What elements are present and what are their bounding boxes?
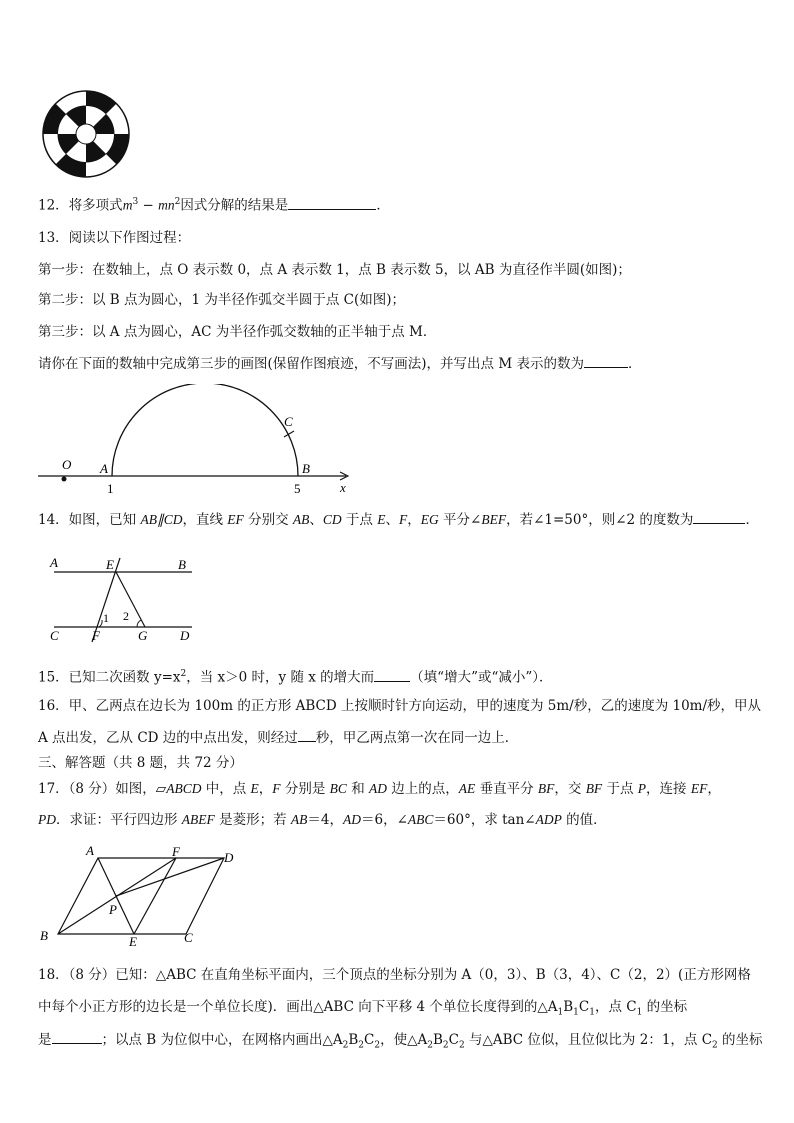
q18-s2: 1 [573, 1007, 579, 1018]
q15-answer-blank[interactable] [374, 668, 410, 682]
q17-t5: 边上的点， [387, 781, 459, 797]
q18-s9: 2 [442, 1040, 449, 1051]
q15-text-post: ，当 x＞0 时，y 随 x 的增大而 [186, 669, 375, 686]
q13-answer-blank[interactable] [584, 354, 628, 368]
q14-ab-cd: AB∥CD [140, 512, 183, 527]
q14-text-mid2: 分别交 [243, 512, 293, 528]
q18-s8: 2 [427, 1040, 433, 1051]
q14-text-mid: ，直线 [182, 512, 228, 528]
tick-label-1: 1 [107, 481, 114, 496]
q13-ask-text: 请你在下面的数轴中完成第三步的画图(保留作图痕迹，不写画法)，并写出点 M 表示的数为 [38, 356, 584, 372]
semicircle-arc [112, 384, 298, 476]
q13-ask [38, 354, 641, 373]
q18-s4: 1 [636, 1007, 643, 1018]
angle-2-label: 2 [123, 609, 129, 623]
q14-answer-blank[interactable] [693, 510, 745, 524]
q18-s5: 2 [342, 1040, 349, 1051]
q17-pd: PD [38, 812, 56, 827]
q17-t6: 垂直平分 [475, 781, 538, 797]
q17-t14: ＝6，∠ [360, 812, 408, 828]
q14-text-mid6: ，若∠1=50°，则∠2 的度数为 [506, 512, 694, 528]
label-c: C [50, 628, 59, 643]
q17-p: P [637, 781, 647, 796]
q17-ae: AE [458, 781, 476, 796]
q17-parallelogram-figure [34, 842, 244, 950]
q13-step1: 第一步：在数轴上，点 O 表示数 0，点 A 表示数 1，点 B 表示数 5，以 AB 为直径作半圆(如图)； [38, 262, 631, 278]
q17-text: 17．（8 分）如图，▱ [38, 781, 167, 797]
q18-t5: 的坐标 [642, 999, 688, 1015]
q14-text: 14．如图，已知 [38, 512, 141, 528]
q17-f: F [272, 781, 281, 796]
q17-t11: ．求证：平行四边形 [56, 812, 182, 828]
q16-text: A 点出发，乙从 CD 边的中点出发，则经过 [38, 730, 298, 746]
label-o: O [62, 457, 72, 472]
q14-sep: 、 [309, 512, 323, 528]
q18-s11: 2 [712, 1040, 718, 1051]
q17-t8: 于点 [602, 781, 638, 797]
label-c: C [284, 414, 293, 429]
q18-s7: 2 [374, 1040, 381, 1051]
q12-number: 12． [38, 197, 69, 214]
q14-e: E [377, 512, 386, 527]
q18-line3 [38, 1030, 763, 1055]
q14-text-mid5: 平分∠ [438, 512, 482, 528]
q14-text-mid3: 于点 [341, 512, 378, 528]
q12-text-post: 因式分解的结果是 [180, 197, 289, 214]
q12-text: 将多项式 [68, 197, 123, 214]
q13-number-line-figure [34, 384, 364, 499]
q17-t10: ， [707, 781, 721, 797]
label-g: G [138, 628, 148, 643]
q16-line1: 16．甲、乙两点在边长为 100m 的正方形 ABCD 上按顺时针方向运动，甲的速度为 5m/秒，乙的速度为 10m/秒，甲从 [38, 698, 762, 714]
q17-t16: 的值． [561, 812, 607, 828]
q16-text-post: 秒，甲乙两点第一次在同一边上． [315, 730, 519, 746]
q18-t2: B [563, 999, 574, 1015]
label-x: x [340, 480, 346, 495]
q18-s10: 2 [458, 1040, 465, 1051]
label-e: E [106, 557, 114, 572]
q17-t7: ，交 [554, 781, 586, 797]
q18-t4: ，点 C [594, 999, 637, 1015]
q14-eg: EG [420, 512, 439, 527]
q17-line1 [38, 780, 721, 798]
q17-abcd: ABCD [166, 781, 202, 796]
q17-bc: BC [329, 781, 347, 796]
q18-t12: C [448, 1032, 459, 1048]
q17-t1: 中，点 [201, 781, 251, 797]
q18-s1: 1 [557, 1007, 564, 1018]
q14-sep2: 、 [385, 512, 399, 528]
q13-step2: 第二步：以 B 点为圆心，1 为半径作弧交半圆于点 C(如图)； [38, 292, 406, 308]
line-eg [116, 572, 145, 627]
tick-label-5: 5 [294, 481, 301, 496]
q17-ad: AD [369, 781, 387, 796]
q15-exp: 2 [180, 669, 187, 679]
origin-point [62, 477, 67, 482]
q17-t2: ， [258, 781, 273, 797]
q17-ab: AB [290, 812, 308, 827]
q14-ab: AB [292, 512, 310, 527]
section-3-heading: 三、解答题（共 8 题，共 72 分） [38, 755, 243, 771]
q18-t3: C [578, 999, 590, 1015]
q14-ef: EF [227, 512, 244, 527]
q18-line1: 18．（8 分）已知：△ABC 在直角坐标平面内，三个顶点的坐标分别为 A（0，3）、B（3，4）、C（2，2）(正方形网格 [38, 967, 751, 983]
q15-text: 15．已知二次函数 y=x [38, 669, 181, 686]
q13-ask-end: ． [627, 356, 642, 372]
q12-expr-m: m [122, 197, 133, 213]
q17-t3: 分别是 [280, 781, 330, 797]
q14-text-mid4: ， [407, 512, 421, 528]
q17-t9: ，连接 [646, 781, 691, 797]
q18-line2 [38, 998, 687, 1022]
q17-adp: ADP [535, 812, 562, 827]
q12-exp2: 2 [174, 197, 181, 207]
segment-ef [134, 858, 176, 934]
q18-t7: ；以点 B 为位似中心，在网格内画出△A [101, 1032, 343, 1048]
label-c: C [184, 930, 193, 945]
label-b: B [40, 928, 48, 943]
q18-t1: 中每个小正方形的边长是一个单位长度)．画出△ABC 向下平移 4 个单位长度得到的△A [38, 999, 558, 1015]
q17-line2 [38, 811, 607, 829]
label-b: B [302, 461, 310, 476]
q12-exp1: 3 [132, 197, 139, 207]
question-12 [38, 193, 390, 215]
q18-t14: 的坐标 [717, 1032, 763, 1048]
question-15 [38, 665, 553, 687]
q18-s3: 1 [589, 1007, 595, 1018]
q17-ad6: AD [342, 812, 361, 827]
q18-t8: B [348, 1032, 359, 1048]
label-f: F [92, 628, 100, 643]
q17-bf: BF [537, 781, 555, 796]
label-e: E [129, 934, 137, 949]
parallelogram-abcd [58, 858, 224, 934]
q14-parallel-lines-figure [44, 550, 204, 650]
q18-t13: 与△ABC 位似，且位似比为 2：1，点 C [464, 1032, 713, 1048]
q18-t10: ，使△A [380, 1032, 428, 1048]
q17-t13: ＝4， [307, 812, 343, 828]
q13-step3: 第三步：以 A 点为圆心，AC 为半径作弧交数轴的正半轴于点 M． [38, 324, 437, 340]
q12-minus: − [138, 197, 159, 214]
label-a: A [100, 461, 108, 476]
q15-text-end: （填“增大”或“减小”）． [410, 669, 553, 686]
q17-t4: 和 [346, 781, 369, 797]
question-14 [38, 510, 759, 529]
q18-s6: 2 [358, 1040, 365, 1051]
label-a: A [86, 843, 94, 858]
q14-end: ． [745, 512, 759, 528]
q13-intro: 13．阅读以下作图过程： [38, 230, 191, 246]
q16-line2 [38, 728, 518, 747]
q14-f: F [398, 512, 408, 527]
q18-t6: 是 [38, 1032, 52, 1048]
q12-end: ． [376, 197, 390, 214]
q17-ef: EF [690, 781, 708, 796]
angle-2-mark [137, 620, 141, 627]
q12-answer-blank[interactable] [288, 196, 376, 210]
q17-t12: 是菱形；若 [214, 812, 291, 828]
label-b: B [178, 557, 186, 572]
q17-abef: ABEF [181, 812, 215, 827]
q18-answer-blank[interactable] [52, 1030, 102, 1044]
q17-bf2: BF [585, 781, 603, 796]
q18-t9: C [364, 1032, 375, 1048]
label-d: D [180, 628, 190, 643]
q17-t15: ＝60°，求 tan∠ [433, 812, 536, 828]
angle-1-label: 1 [103, 611, 109, 625]
q14-cd: CD [322, 512, 342, 527]
q17-abc: ABC [407, 812, 434, 827]
label-p: P [109, 902, 117, 917]
q16-answer-blank[interactable] [298, 728, 316, 742]
q14-bef: BEF [481, 512, 507, 527]
label-a: A [50, 555, 58, 570]
q12-expr-mn: mn [158, 197, 175, 213]
label-f: F [172, 844, 180, 859]
q18-t11: B [432, 1032, 443, 1048]
label-d: D [224, 850, 234, 865]
pinwheel-disk-figure [38, 90, 138, 178]
q17-e: E [250, 781, 259, 796]
